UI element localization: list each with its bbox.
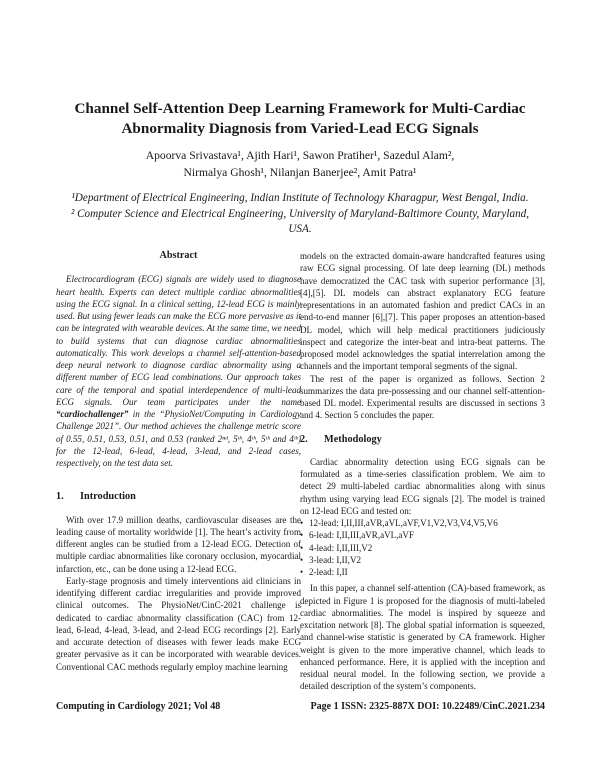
- list-item: • 2-lead: I,II: [300, 566, 545, 578]
- methodology-paragraph-2: In this paper, a channel self-attention (CA)-based framework, as depicted in Figure 1 is proposed for the diagnosis of multi-labeled cardiac abnormalities. The model is inspired by squeeze and excitation network [8]. The global spatial information is squeezed, and channel-wise statistic is generated by CA framework. Higher weight is given to the more imperative channel, which leads to enhanced performance. Here, it is applied with the inception and residual neural model. In the following section, we provide a detailed description of the system’s components.: [300, 583, 545, 692]
- title-line-1: Channel Self-Attention Deep Learning Framework for Multi-Cardiac: [74, 100, 526, 117]
- section-title: Introduction: [80, 491, 136, 503]
- section-number: 2.: [300, 433, 308, 445]
- authors-line-1: Apoorva Srivastava¹, Ajith Hari¹, Sawon Pratiher¹, Sazedul Alam²,: [145, 149, 455, 162]
- affiliation-2: ² Computer Science and Electrical Engineering, University of Maryland-Baltimore County, Maryland, USA.: [70, 207, 530, 235]
- introduction-heading: [56, 491, 301, 503]
- page-footer: [56, 701, 545, 712]
- section-number: 1.: [56, 491, 64, 503]
- list-item: • 3-lead: I,II,V2: [300, 554, 545, 566]
- intro-paragraph-2: Early-stage prognosis and timely interventions aid clinicians in identifying different cardiac irregularities and provide improved clinical outcomes. The PhysioNet/CinC-2021 challenge is dedicated to cardiac abnormality classification (CAC) from 12-lead, 6-lead, 4-lead, 3-lead, and 2-lead ECG recordings [2]. Early and accurate detection of diseases with fewer leads make ECG greater pervasive as it can be incorporated with wearable devices. Conventional CAC methods regularly employ machine learning: [56, 575, 301, 672]
- authors-line-2: Nirmalya Ghosh¹, Nilanjan Banerjee², Amit Patra¹: [183, 166, 417, 179]
- footer-page-issn-doi: Page 1 ISSN: 2325-887X DOI: 10.22489/CinC.2021.234: [310, 701, 545, 712]
- list-item: • 4-lead: I,II,III,V2: [300, 542, 545, 554]
- lead-configuration-list: [300, 517, 545, 578]
- methodology-paragraph-1: Cardiac abnormality detection using ECG signals can be formulated as a time-series classification problem. We aim to detect 29 multi-labeled cardiac abnormalities along with sinus rhythm using varying lead ECG signals [2]. The model is trained on 12-lead ECG and tested on:: [300, 456, 545, 516]
- abstract-text-part-2: in the “PhysioNet/Computing in Cardiology Challenge 2021”. Our method achieves the challenge metric score of 0.55, 0.51, 0.53, 0.51, and 0.53 (ranked 2ⁿᵈ, 5ᵗʰ, 4ᵗʰ, 5ᵗʰ and 4ᵗʰ) for the 12-lead, 6-lead, 4-lead, 3-lead, and 2-lead cases, respectively, on the test data set.: [56, 409, 301, 468]
- section-title: Methodology: [324, 433, 382, 445]
- intro-paragraph-1: With over 17.9 million deaths, cardiovascular diseases are the leading cause of mortality worldwide [1]. The heart’s activity from different angles can be studied from a 12-lead ECG. Detection of multiple cardiac abnormalities like coronary occlusion, myocardial infarction, etc., can be done using a 12-lead ECG.: [56, 514, 301, 574]
- footer-journal: Computing in Cardiology 2021; Vol 48: [56, 701, 221, 712]
- left-column: [56, 250, 301, 673]
- author-list: [60, 147, 540, 181]
- abstract-text-part-1: Electrocardiogram (ECG) signals are widely used to diagnose heart health. Experts can detect multiple cardiac abnormalities using the ECG signal. In a clinical setting, 12-lead ECG is mainly used. But using fewer leads can make the ECG more pervasive as it can be integrated with wearable devices. At the same time, we need to build systems that can diagnose cardiac abnormalities automatically. This work develops a channel self-attention-based deep neural network to diagnose cardiac abnormality using a different number of ECG lead combinations. Our approach takes care of the temporal and spatial interdependence of multi-lead ECG signals. Our team participates under the name: [56, 274, 301, 407]
- abstract-text: [56, 273, 301, 469]
- affiliation-1: ¹Department of Electrical Engineering, Indian Institute of Technology Kharagpur, West Bengal, India.: [71, 192, 529, 204]
- team-name: “cardiochallenger”: [56, 409, 129, 419]
- intro-paragraph-3: The rest of the paper is organized as follows. Section 2 summarizes the data pre-possessing and our channel self-attention-based DL model. Experimental results are discussed in sections 3 and 4. Section 5 concludes the paper.: [300, 373, 545, 421]
- title-line-2: Abnormality Diagnosis from Varied-Lead ECG Signals: [121, 120, 479, 137]
- methodology-heading: [300, 434, 545, 446]
- affiliations: [60, 191, 540, 238]
- intro-paragraph-2-continued: models on the extracted domain-aware handcrafted features using raw ECG signal processing. Of late deep learning (DL) methods have democratized the CAC task with superior performance [3],[4],[5]. DL models can abstract explanatory ECG feature representations in an automated fashion and predict CACs in an end-to-end manner [6],[7]. This paper proposes an attention-based DL model, which will help medical practitioners judiciously inspect and categorize the inter-beat and intra-beat patterns. The proposed model acknowledges the spatial interrelation among the channels and the important temporal segments of the signal.: [300, 251, 545, 372]
- list-item: • 12-lead: I,II,III,aVR,aVL,aVF,V1,V2,V3,V4,V5,V6: [300, 517, 545, 529]
- paper-title: [60, 99, 540, 139]
- list-item: • 6-lead: I,II,III,aVR,aVL,aVF: [300, 529, 545, 541]
- abstract-heading: Abstract: [159, 250, 198, 261]
- right-column: [300, 250, 545, 693]
